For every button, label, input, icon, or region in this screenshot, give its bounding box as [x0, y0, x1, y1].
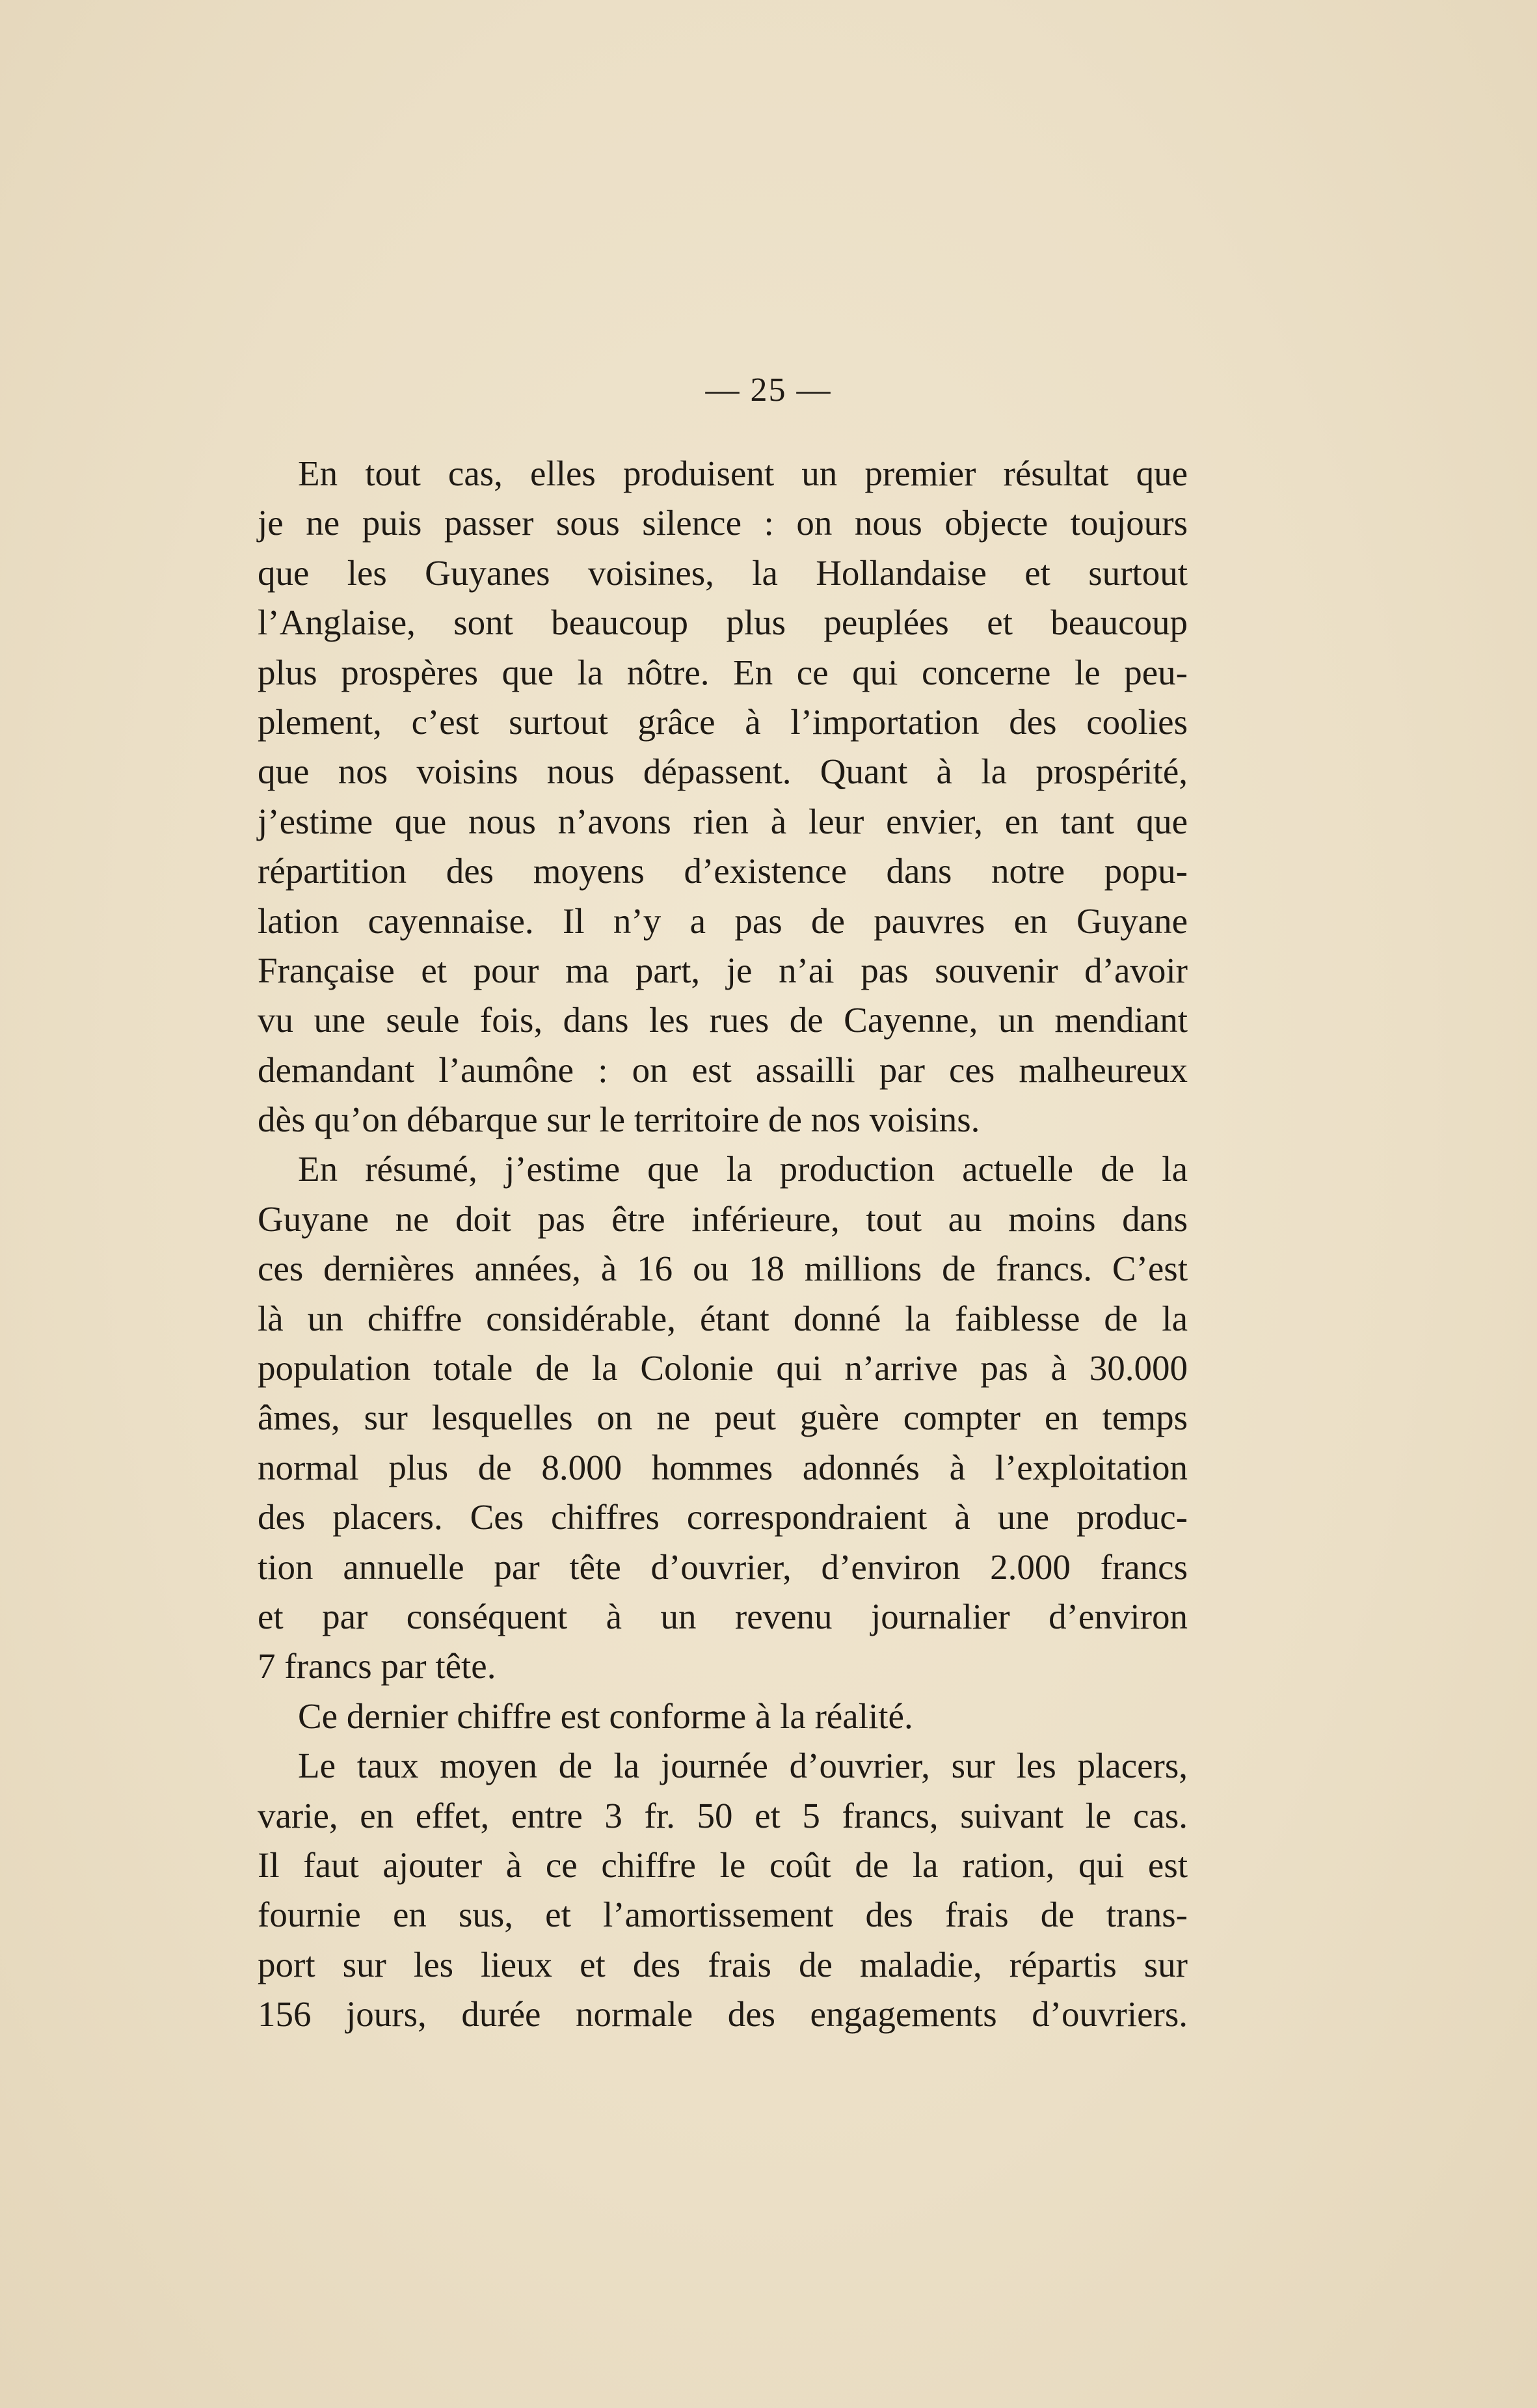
text-line: plus prospères que la nôtre. En ce qui concerne le peu-	[258, 652, 1188, 692]
text-line: là un chiffre considérable, étant donné la faiblesse de la	[258, 1298, 1188, 1338]
text-line: port sur les lieux et des frais de maladie, répartis sur	[258, 1944, 1188, 1984]
text-line: plement, c’est surtout grâce à l’importation des coolies	[258, 701, 1188, 742]
page-number: — 25 —	[705, 372, 832, 409]
text-line: lation cayennaise. Il n’y a pas de pauvres en Guyane	[258, 900, 1188, 941]
text-line: population totale de la Colonie qui n’arrive pas à 30.000	[258, 1348, 1188, 1388]
text-line: et par conséquent à un revenu journalier d’environ	[258, 1596, 1188, 1636]
text-line: je ne puis passer sous silence : on nous objecte toujours	[258, 503, 1188, 543]
text-line: vu une seule fois, dans les rues de Cayenne, un mendiant	[258, 1000, 1188, 1040]
body-text	[258, 449, 1188, 2040]
paragraph-3	[258, 1692, 1188, 1741]
text-line: 7 francs par tête.	[258, 1646, 496, 1686]
text-line: Guyane ne doit pas être inférieure, tout au moins dans	[258, 1198, 1188, 1239]
text-line: que nos voisins nous dépassent. Quant à la prospérité,	[258, 751, 1188, 792]
text-line: des placers. Ces chiffres correspondraient à une produc-	[258, 1497, 1188, 1537]
text-line: normal plus de 8.000 hommes adonnés à l’exploitation	[258, 1447, 1188, 1487]
paragraph-1	[258, 449, 1188, 1144]
text-line: Le taux moyen de la journée d’ouvrier, sur les placers,	[298, 1746, 1188, 1786]
text-line: En tout cas, elles produisent un premier résultat que	[298, 453, 1188, 493]
text-line: j’estime que nous n’avons rien à leur envier, en tant que	[258, 801, 1188, 841]
text-line: âmes, sur lesquelles on ne peut guère compter en temps	[258, 1398, 1188, 1438]
text-line: l’Anglaise, sont beaucoup plus peuplées et beaucoup	[258, 602, 1188, 643]
text-line: répartition des moyens d’existence dans notre popu-	[258, 851, 1188, 891]
paragraph-4	[258, 1741, 1188, 2039]
paragraph-2	[258, 1144, 1188, 1691]
text-line: que les Guyanes voisines, la Hollandaise et surtout	[258, 552, 1188, 593]
text-line: fournie en sus, et l’amortissement des frais de trans-	[258, 1895, 1188, 1935]
text-line: tion annuelle par tête d’ouvrier, d’environ 2.000 francs	[258, 1547, 1188, 1587]
text-line: Il faut ajouter à ce chiffre le coût de la ration, qui est	[258, 1845, 1188, 1885]
text-line: dès qu’on débarque sur le territoire de nos voisins.	[258, 1100, 980, 1140]
text-line: demandant l’aumône : on est assailli par ces malheureux	[258, 1049, 1188, 1090]
text-line: ces dernières années, à 16 ou 18 millions de francs. C’est	[258, 1249, 1188, 1289]
text-line: Ce dernier chiffre est conforme à la réalité.	[298, 1696, 913, 1736]
text-line: Française et pour ma part, je n’ai pas souvenir d’avoir	[258, 950, 1188, 990]
text-line: En résumé, j’estime que la production actuelle de la	[298, 1149, 1188, 1189]
text-line: 156 jours, durée normale des engagements d’ouvriers.	[258, 1994, 1188, 2035]
text-line: varie, en effet, entre 3 fr. 50 et 5 francs, suivant le cas.	[258, 1795, 1188, 1835]
